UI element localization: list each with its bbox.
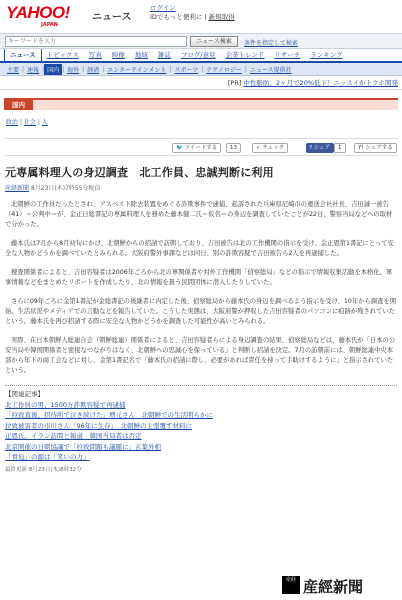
tab-blog[interactable]: ブログ/意見 [180, 51, 216, 59]
related-link[interactable]: 正恩氏、イラン訪問と報道 韓国当局者は否定 [5, 432, 142, 440]
search-input[interactable] [5, 36, 187, 47]
search-button[interactable]: ニュース検索 [190, 36, 238, 47]
tweet-button[interactable]: 🐦 ツイートする [172, 143, 221, 153]
breadcrumb: 政治 | 社会 | 人 [6, 119, 48, 126]
provider-logo-box: 産経 [282, 576, 300, 594]
header-links: ログイン IDでもっと便利に | 新規取得 [150, 4, 235, 21]
related-header: 【関連記事】 [5, 390, 44, 398]
subnav-tech[interactable]: テクノロジー [206, 66, 242, 74]
tab-trend[interactable]: 企業トレンド [225, 51, 265, 59]
section-header [4, 98, 398, 110]
pr-tag: [PR] [227, 79, 242, 87]
yahoo-share-button[interactable]: Y! シェアする [354, 143, 397, 153]
tab-video[interactable]: 映像 [111, 51, 125, 59]
related-link[interactable]: 拉致被害者の市川さん「96年に生存」 北朝鮮の主張覆す材料に [5, 421, 193, 430]
twitter-icon: 🐦 [176, 145, 183, 151]
share-bar [4, 138, 398, 156]
yahoo-logo[interactable] [6, 3, 92, 31]
article-meta [5, 183, 397, 192]
provider-logo[interactable] [282, 575, 398, 597]
subnav-flash[interactable]: 速報 [27, 66, 40, 74]
related-link[interactable]: 「脅迫」の源は「笑いの力」 [5, 453, 90, 461]
sub-nav: 主要 | 速報 | 国内 | 海外 | 経済 | エンターテインメント | スポーツ | テクノロジー | ニュース提供社 [0, 63, 402, 76]
subnav-world[interactable]: 海外 [67, 66, 80, 74]
related-link[interactable]: 北京開催の日朝協議で「拉致問題も議題に」玄葉外相 [5, 442, 161, 451]
crumb-politics[interactable]: 政治 [6, 119, 19, 126]
related-articles [5, 385, 397, 463]
provider-name: 産經新聞 [303, 580, 364, 596]
tab-local[interactable]: 地域 [134, 51, 148, 59]
subnav-providers[interactable]: ニュース提供社 [249, 66, 292, 74]
paragraph: 実際、在日本朝鮮人総連合会（朝鮮総連）関係者によると、吉田容疑者らによる身辺調査の結果、偵察総局などは、藤本氏が「日本の公安当局や韓国関係者と密接なつながりはなく、北朝鮮への忠誠心を保っている」と判断し招請を決定。7月の訪朝前には、朝鮮総連中央本部から年下の商工会などに対し、金第1書記名で「藤本氏の招請に際し、必要があれば責任を持って手助けするように」と指示されていたという。 [5, 337, 396, 374]
article-body [5, 200, 397, 376]
header [0, 0, 402, 33]
tab-magazine[interactable]: 雑誌 [157, 51, 171, 59]
signup-link[interactable]: 新規取得 [208, 13, 235, 21]
search-bar [0, 33, 402, 49]
check-icon: ✓ [256, 145, 261, 151]
source-link[interactable]: 産経新聞 [5, 185, 30, 192]
tab-ranking[interactable]: ランキング [310, 51, 343, 59]
advanced-search-link[interactable]: 条件を指定して検索 [244, 40, 299, 47]
subnav-entertainment[interactable]: エンターテインメント [107, 66, 167, 74]
facebook-share-button[interactable]: f シェア [306, 143, 334, 153]
tweet-count: 13 [226, 143, 241, 153]
tab-photo[interactable]: 写真 [88, 51, 102, 59]
logo-text: YAHOO! [6, 3, 70, 22]
check-button[interactable]: ✓ チェック [252, 143, 288, 153]
subnav-economy[interactable]: 経済 [87, 66, 100, 74]
subnav-main[interactable]: 主要 [7, 66, 20, 74]
paragraph: さらに09年ごろに金第1書記が金総書記の後継者に内定した後、偵察総局から藤本氏の身辺を調べるよう指示を受け、10年から調査を開始。生活状況やメディアでの言動などを報告していた。こうした実態は、大阪府警が押収した吉田容疑者のパソコンに痕跡が残されていたという。藤本氏を再び招請する際に安全な人物かどうかを調査した可能性が高いとみられる。 [5, 298, 396, 325]
pr-link[interactable]: 中性脂肪、2ヶ月で20%低下！ニッスイがトクホ開発 [243, 79, 398, 87]
main-nav [0, 49, 402, 63]
subnav-sports[interactable]: スポーツ [174, 66, 199, 74]
login-link[interactable]: ログイン [150, 4, 176, 12]
last-updated: 最終更新:8月23日(木)8時32分 [5, 466, 82, 473]
paragraph: 捜査関係者によると、吉田容疑者は2006年ごろから北の軍関係者や対外工作機関「偵察総局」などの指示で情報収集活動を本格化。軍事情報などをまとめたリポートを作成したり、北の情報を扱う民間団体に潜入したりしていた。 [5, 269, 393, 286]
tab-news[interactable]: ニュース [4, 47, 42, 61]
tab-topics[interactable]: トピックス [46, 51, 79, 59]
article-title: 元専属料理人の身辺調査 北工作員、忠誠判断に利用 [5, 167, 274, 179]
facebook-icon: f [310, 145, 312, 151]
crumb-society[interactable]: 社会 [23, 119, 36, 126]
paragraph: 北朝鮮の工作員だったとされ、アスベスト除去装置をめぐる詐欺事件で逮捕、起訴された兵庫県尼崎市の運送会社社長、吉田誠一被告（41）＝公判中＝が、金正日総書記の専属料理人を務めた藤本健二氏＝仮名＝の身辺を調査していたことが22日、警察当局などへの取材で分かった。 [5, 201, 393, 228]
yahoo-icon: Y! [358, 145, 364, 151]
tab-research[interactable]: リサーチ [274, 51, 301, 59]
subnav-domestic[interactable]: 国内 [44, 64, 62, 75]
paragraph: 藤本氏は7月から8月初旬にかけ、北朝鮮からの招請で訪朝しており、吉田被告は北の工作機関の指示を受け、金正恩第1書記にとって安全な人物かどうかを調べていたとみられる。大阪府警外事課などは同日、別の詐欺容疑で吉田被告ら2人を再逮捕した。 [5, 240, 394, 257]
crumb-people[interactable]: 人 [41, 119, 48, 126]
service-name: ニュース [92, 12, 132, 23]
related-link[interactable]: 「拉致直後、招待所で泣き続けた」増元さん 北朝鮮での生活明らかに [5, 411, 213, 419]
section-label: 国内 [4, 100, 33, 110]
id-text: IDでもっと便利に [150, 13, 203, 21]
pr-bar [0, 76, 402, 90]
logo-sub: JAPAN [41, 22, 58, 28]
article-date: 8月23日(木)7時55分配信 [30, 185, 101, 192]
related-link[interactable]: 北工作員の男、1500万詐欺容疑で再逮捕 [5, 400, 126, 409]
facebook-count: 1 [334, 143, 346, 153]
